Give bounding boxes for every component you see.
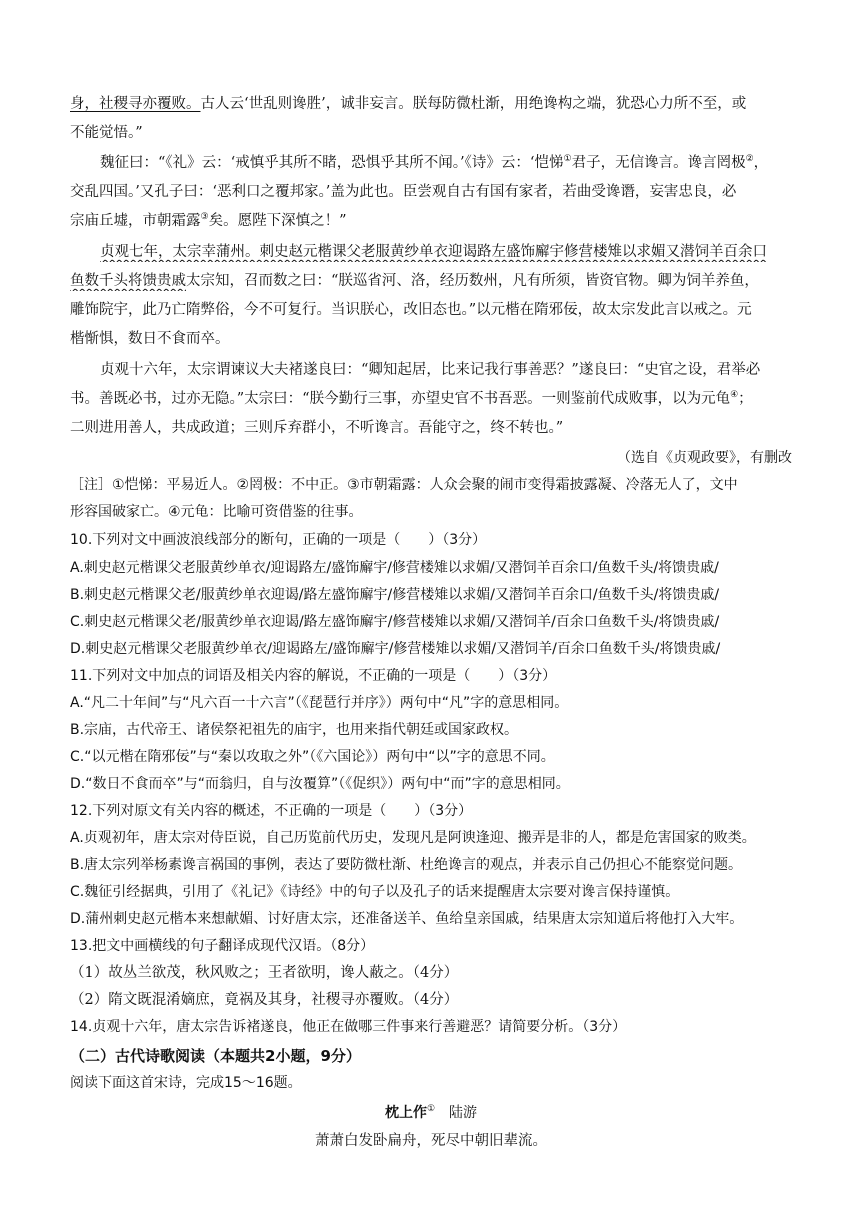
wavy-underlined-text: 贞观七年，太宗幸蒲州。刺史赵元楷课父老服黄纱单衣迎谒路左盛饰廨宇修营楼雉以求媚又潜饲羊百余口 <box>100 244 767 260</box>
passage-line: 贞观十六年，太宗谓谏议大夫褚遂良曰：“卿知起居，比来记我行事善恶？”遂良曰：“史官之设，君举必 <box>100 362 761 378</box>
passage-line <box>100 242 792 262</box>
footnote-marker: ④ <box>730 390 739 401</box>
question-13-item: （1）故丛兰欲茂，秋风败之；王者欲明，谗人蔽之。（4分） <box>70 965 459 981</box>
option-b: B.宗庙，古代帝王、诸侯祭祀祖先的庙宇，也用来指代朝廷或国家政权。 <box>70 722 519 738</box>
poem-author: 陆游 <box>449 1105 478 1121</box>
option-a: A.“凡二十年间”与“凡六百一十六言”（《琵琶行并序》）两句中“凡”字的意思相同。 <box>70 695 569 711</box>
source-citation: （选自《贞观政要》，有删改 <box>617 450 792 466</box>
footnote-marker: ③ <box>200 212 209 223</box>
option-a: A.刺史赵元楷课父老服黄纱单衣/迎谒路左/盛饰廨宇/修营楼雉以求媚/又潜饲羊百余口/鱼数千头/将馈贵戚/ <box>70 560 719 576</box>
question-14: 14.贞观十六年，唐太宗告诉褚遂良，他正在做哪三件事来行善避恶？请简要分析。（3分） <box>70 1019 627 1035</box>
passage-line: 交乱四国。’又孔子曰：‘恶利口之覆邦家。’盖为此也。臣尝观自古有国有家者，若曲受谗谮，妄害忠良，必 <box>70 184 737 200</box>
annotation-note: ［注］①恺悌：平易近人。②罔极：不中正。③市朝霜露：人众会聚的闹市变得霜披露凝、冷落无人了，文中 <box>70 477 738 493</box>
passage-line: 雕饰院宇，此乃亡隋弊俗，今不可复行。当识朕心，改旧态也。”以元楷在隋邪佞，故太宗发此言以戒之。元 <box>70 302 752 318</box>
question-12: 12.下列对原文有关内容的概述，不正确的一项是（ ）（3分） <box>70 803 473 819</box>
option-c: C.“以元楷在隋邪佞”与“秦以攻取之外”（《六国论》）两句中“以”字的意思不同。 <box>70 749 555 765</box>
passage-line: 书。善既必书，过亦无隐。”太宗曰：“朕今勤行三事，亦望史官不书吾恶。一则鉴前代成败事，以为元龟④； <box>70 390 753 407</box>
option-d: D.“数日不食而卒”与“而翁归，自与汝覆算”（《促织》）两句中“而”字的意思相同。 <box>70 776 570 792</box>
option-b: B.刺史赵元楷课父老/服黄纱单衣迎谒/路左盛饰廨宇/修营楼雉以求媚/又潜饲羊百余口/鱼数千头/将馈贵戚/ <box>70 587 720 603</box>
annotation-note: 形容国破家亡。④元龟：比喻可资借鉴的往事。 <box>70 504 363 520</box>
option-c: C.刺史赵元楷课父老/服黄纱单衣迎谒/路左盛饰廨宇/修营楼雉以求媚/又潜饲羊/百余口鱼数千头/将馈贵戚/ <box>70 614 720 630</box>
footnote-marker: ① <box>563 154 572 165</box>
question-11: 11.下列对文中加点的词语及相关内容的解说，不正确的一项是（ ）（3分） <box>70 668 557 684</box>
passage-line: 不能觉悟。” <box>70 125 143 141</box>
passage-line: 身，社稷寻亦覆败。古人云‘世乱则谗胜’，诚非妄言。朕每防微杜渐，用绝谗构之端，犹恐心力所不至，或 <box>70 96 747 112</box>
footnote-marker: ① <box>426 1104 436 1115</box>
section-heading: （二）古代诗歌阅读（本题共2小题，9分） <box>70 1047 361 1065</box>
passage-line: 楷惭惧，数日不食而卒。 <box>70 331 230 347</box>
section-intro: 阅读下面这首宋诗，完成15～16题。 <box>70 1075 302 1091</box>
question-13: 13.把文中画横线的句子翻译成现代汉语。（8分） <box>70 938 375 954</box>
passage-line: 宗庙丘墟，市朝霜露③矣。愿陛下深慎之！” <box>70 212 347 229</box>
passage-line: 魏征曰：“《礼》云：‘戒慎乎其所不睹，恐惧乎其所不闻。’《诗》云：‘恺悌①君子，无信谗言。谗言罔极②， <box>100 154 769 171</box>
underlined-sentence: 身，社稷寻亦覆败。 <box>70 96 201 112</box>
option-c: C.魏征引经据典，引用了《礼记》《诗经》中的句子以及孔子的话来提醒唐太宗要对谗言保持谨慎。 <box>70 884 680 900</box>
passage-line: 鱼数千头将馈贵戚太宗知，召而数之曰：“朕巡省河、洛，经历数州，凡有所须，皆资官物。卿为饲羊养鱼， <box>70 273 759 289</box>
option-d: D.蒲州刺史赵元楷本来想献媚、讨好唐太宗，还准备送羊、鱼给皇亲国戚，结果唐太宗知道后将他打入大牢。 <box>70 911 744 927</box>
footnote-marker: ② <box>745 154 754 165</box>
option-a: A.贞观初年，唐太宗对侍臣说，自己历览前代历史，发现凡是阿谀逢迎、搬弄是非的人，都是危害国家的败类。 <box>70 830 756 846</box>
poem-title-line <box>70 1103 792 1123</box>
poem-line: 萧萧白发卧扁舟，死尽中朝旧辈流。 <box>315 1133 547 1149</box>
poem-title: 枕上作 <box>384 1105 427 1121</box>
passage-line: 二则进用善人，共成政道；三则斥弃群小，不听谗言。吾能守之，终不转也。” <box>70 420 564 436</box>
option-d: D.刺史赵元楷课父老服黄纱单衣/迎谒路左/盛饰廨宇/修营楼雉以求媚/又潜饲羊/百余口鱼数千头/将馈贵戚/ <box>70 641 721 657</box>
question-10: 10.下列对文中画波浪线部分的断句，正确的一项是（ ）（3分） <box>70 532 487 548</box>
option-b: B.唐太宗列举杨素谗言祸国的事例，表达了要防微杜渐、杜绝谗言的观点，并表示自己仍担心不能察觉问题。 <box>70 857 743 873</box>
question-13-item: （2）隋文既混淆嫡庶，竟祸及其身，社稷寻亦覆败。（4分） <box>70 992 459 1008</box>
wavy-underlined-text: 鱼数千头将馈贵戚 <box>70 273 186 289</box>
